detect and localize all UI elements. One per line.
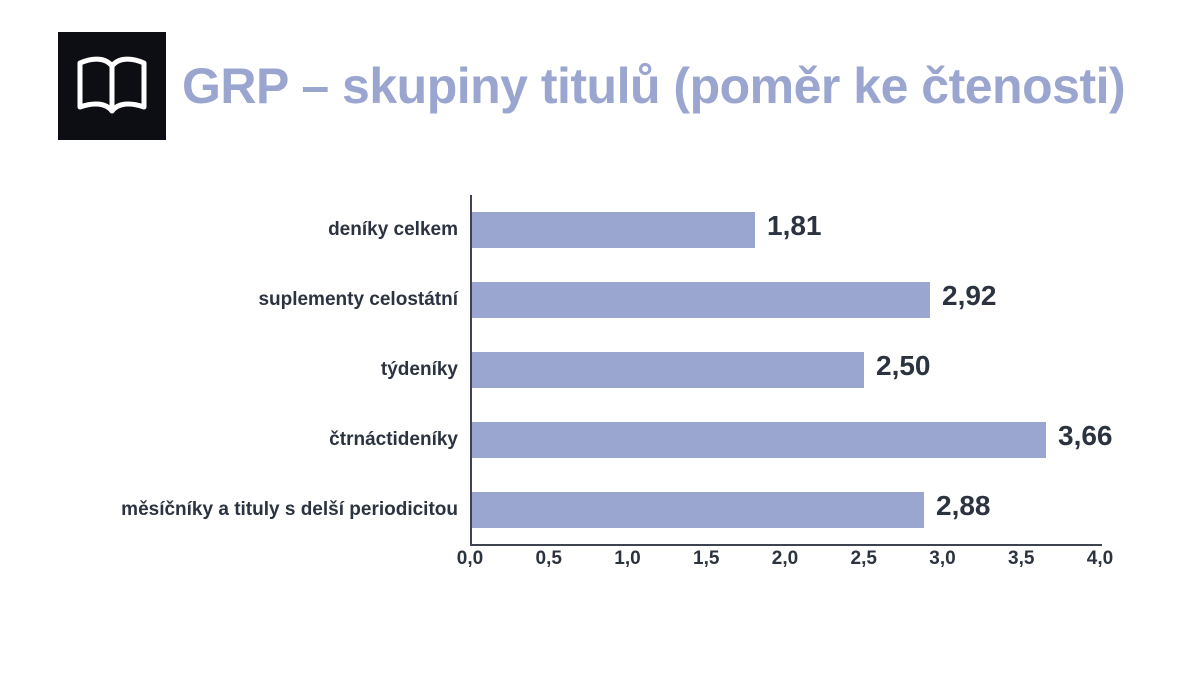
bar-4 bbox=[470, 492, 924, 528]
x-axis-ticks bbox=[456, 548, 1114, 578]
bar-value-1: 2,92 bbox=[942, 280, 997, 311]
chart-row bbox=[0, 335, 1200, 405]
category-label: deníky celkem bbox=[328, 219, 458, 240]
x-tick-label: 3,5 bbox=[1008, 548, 1035, 569]
bar-value-2: 2,50 bbox=[876, 350, 931, 381]
open-book-icon bbox=[58, 32, 166, 140]
bar-value-4: 2,88 bbox=[936, 490, 991, 521]
category-label: měsíčníky a tituly s delší periodicitou bbox=[121, 499, 458, 520]
bar-chart bbox=[0, 185, 1200, 605]
x-axis-line bbox=[470, 544, 1102, 546]
bar-track bbox=[470, 335, 1100, 405]
x-tick-label: 3,0 bbox=[929, 548, 956, 569]
y-axis-line bbox=[470, 195, 472, 545]
bar-track bbox=[470, 475, 1100, 545]
x-tick-label: 4,0 bbox=[1086, 548, 1114, 569]
category-label: suplementy celostátní bbox=[258, 289, 458, 310]
chart-row bbox=[0, 195, 1200, 265]
bar-value-3: 3,66 bbox=[1058, 420, 1113, 451]
x-tick-label: 2,0 bbox=[771, 548, 799, 569]
bar-value-0: 1,81 bbox=[767, 210, 822, 241]
chart-row bbox=[0, 475, 1200, 545]
bar-1 bbox=[470, 282, 930, 318]
bar-track bbox=[470, 265, 1100, 335]
category-label: čtrnáctideníky bbox=[329, 429, 458, 450]
chart-rows bbox=[0, 195, 1200, 545]
bar-2 bbox=[470, 352, 864, 388]
slide-header bbox=[0, 26, 1200, 146]
x-tick-label: 2,5 bbox=[850, 548, 877, 569]
bar-track bbox=[470, 405, 1113, 475]
x-tick-label: 0,0 bbox=[456, 548, 484, 569]
x-tick-label: 1,0 bbox=[614, 548, 641, 569]
page-title: GRP – skupiny titulů (poměr ke čtenosti) bbox=[182, 57, 1126, 114]
bar-track bbox=[470, 195, 1100, 265]
bar-3 bbox=[470, 422, 1046, 458]
x-tick-label: 0,5 bbox=[535, 548, 562, 569]
bar-0 bbox=[470, 212, 755, 248]
chart-row bbox=[0, 265, 1200, 335]
x-tick-label: 1,5 bbox=[693, 548, 720, 569]
chart-row bbox=[0, 405, 1200, 475]
category-label: týdeníky bbox=[380, 359, 458, 380]
